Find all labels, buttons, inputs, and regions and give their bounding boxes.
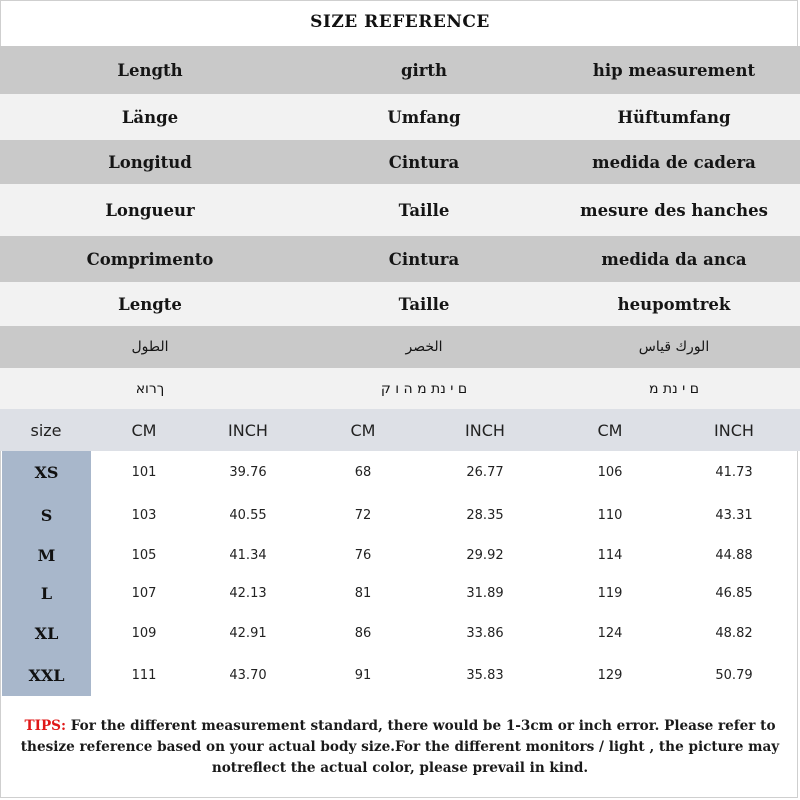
length-label: Longueur xyxy=(105,200,195,220)
lang-row-dutch xyxy=(0,282,800,326)
girth-label: الخصر xyxy=(405,339,443,355)
girth-inch-cell: 26.77 xyxy=(466,465,504,480)
hip-cm-cell: 119 xyxy=(597,585,623,601)
girth-label: Taille xyxy=(398,294,450,314)
size-cell: L xyxy=(40,583,53,603)
length-label: الطول xyxy=(131,339,169,355)
hip-label: ם י נת מ xyxy=(648,380,700,397)
lang-row-german xyxy=(0,94,800,140)
length-cm-cell: 105 xyxy=(131,547,157,563)
hip-label: heupomtrek xyxy=(617,294,731,314)
lang-row-hebrew xyxy=(0,368,800,409)
hip-inch-cell: 50.79 xyxy=(715,667,753,683)
hip-inch-header: INCH xyxy=(714,420,754,440)
hip-cm-header: CM xyxy=(597,420,623,440)
table-row xyxy=(0,536,800,574)
girth-inch-cell: 33.86 xyxy=(466,625,504,641)
girth-inch-cell: 35.83 xyxy=(466,667,504,683)
length-cm-cell: 107 xyxy=(131,585,157,601)
size-cell: S xyxy=(40,505,53,525)
hip-label: hip measurement xyxy=(592,60,756,80)
length-inch-cell: 39.76 xyxy=(229,465,267,480)
table-row xyxy=(0,451,800,494)
size-cell: XS xyxy=(34,463,59,482)
hip-cm-cell: 114 xyxy=(597,547,623,563)
girth-cm-cell: 81 xyxy=(354,585,372,601)
girth-cm-cell: 72 xyxy=(354,507,372,523)
length-label: Length xyxy=(117,60,183,80)
hip-label: medida de cadera xyxy=(592,152,756,172)
size-header: size xyxy=(30,420,62,440)
hip-inch-cell: 41.73 xyxy=(715,465,753,480)
size-cell: XL xyxy=(34,623,59,643)
length-cm-cell: 103 xyxy=(131,507,157,523)
hip-inch-cell: 44.88 xyxy=(715,547,753,563)
length-cm-cell: 109 xyxy=(131,625,157,641)
hip-cm-cell: 106 xyxy=(597,465,623,480)
hip-inch-cell: 46.85 xyxy=(715,585,753,601)
lang-row-portuguese xyxy=(0,236,800,282)
table-header xyxy=(0,409,800,451)
length-cm-header: CM xyxy=(131,420,157,440)
hip-inch-cell: 43.31 xyxy=(715,507,753,523)
girth-cm-cell: 91 xyxy=(354,667,372,683)
hip-label: الورك قياس xyxy=(638,339,710,355)
girth-cm-header: CM xyxy=(350,420,376,440)
table-row xyxy=(0,612,800,654)
hip-cm-cell: 129 xyxy=(597,667,623,683)
hip-inch-cell: 48.82 xyxy=(715,625,753,641)
girth-label: ם י נת מ ה ו ק xyxy=(380,380,468,397)
girth-inch-header: INCH xyxy=(465,420,505,440)
length-inch-cell: 42.13 xyxy=(229,585,267,601)
girth-label: Cintura xyxy=(388,249,460,269)
girth-label: girth xyxy=(400,60,448,80)
tips-text: For the different measurement standard, there would be 1-3cm or inch error. Please refer to thesize reference based on your actual body size.For the different monitors / light , the picture may notreflect the actual color, please prevail in kind. xyxy=(20,718,780,776)
length-inch-cell: 41.34 xyxy=(229,547,267,563)
lang-row-arabic xyxy=(0,326,800,368)
lang-row-english xyxy=(0,46,800,94)
hip-label: medida da anca xyxy=(601,249,747,269)
size-cell: XXL xyxy=(28,665,65,685)
length-label: Länge xyxy=(121,107,179,127)
girth-inch-cell: 28.35 xyxy=(466,507,504,523)
lang-row-french xyxy=(0,184,800,236)
length-inch-header: INCH xyxy=(228,420,268,440)
girth-cm-cell: 86 xyxy=(354,625,372,641)
hip-label: mesure des hanches xyxy=(580,200,768,220)
girth-cm-cell: 76 xyxy=(354,547,372,563)
length-label: Longitud xyxy=(108,152,192,172)
length-label: ךרוא xyxy=(135,380,165,397)
table-row xyxy=(0,494,800,536)
size-cell: M xyxy=(37,545,56,565)
page-title: SIZE REFERENCE xyxy=(310,12,490,32)
length-label: Comprimento xyxy=(86,249,214,269)
length-cm-cell: 101 xyxy=(131,465,157,480)
girth-cm-cell: 68 xyxy=(354,465,372,480)
length-inch-cell: 43.70 xyxy=(229,667,267,683)
girth-inch-cell: 29.92 xyxy=(466,547,504,563)
lang-row-spanish xyxy=(0,140,800,184)
tips-label: TIPS: xyxy=(24,718,67,734)
table-row xyxy=(0,654,800,696)
length-inch-cell: 42.91 xyxy=(229,625,267,641)
length-inch-cell: 40.55 xyxy=(229,507,267,523)
table-row xyxy=(0,574,800,612)
hip-label: Hüftumfang xyxy=(617,107,731,127)
girth-inch-cell: 31.89 xyxy=(466,585,504,601)
girth-label: Cintura xyxy=(388,152,460,172)
hip-cm-cell: 124 xyxy=(597,625,623,641)
girth-label: Taille xyxy=(398,200,450,220)
girth-label: Umfang xyxy=(387,107,461,127)
tips-note xyxy=(8,716,792,779)
length-cm-cell: 111 xyxy=(131,667,157,683)
hip-cm-cell: 110 xyxy=(597,507,623,523)
length-label: Lengte xyxy=(118,294,182,314)
